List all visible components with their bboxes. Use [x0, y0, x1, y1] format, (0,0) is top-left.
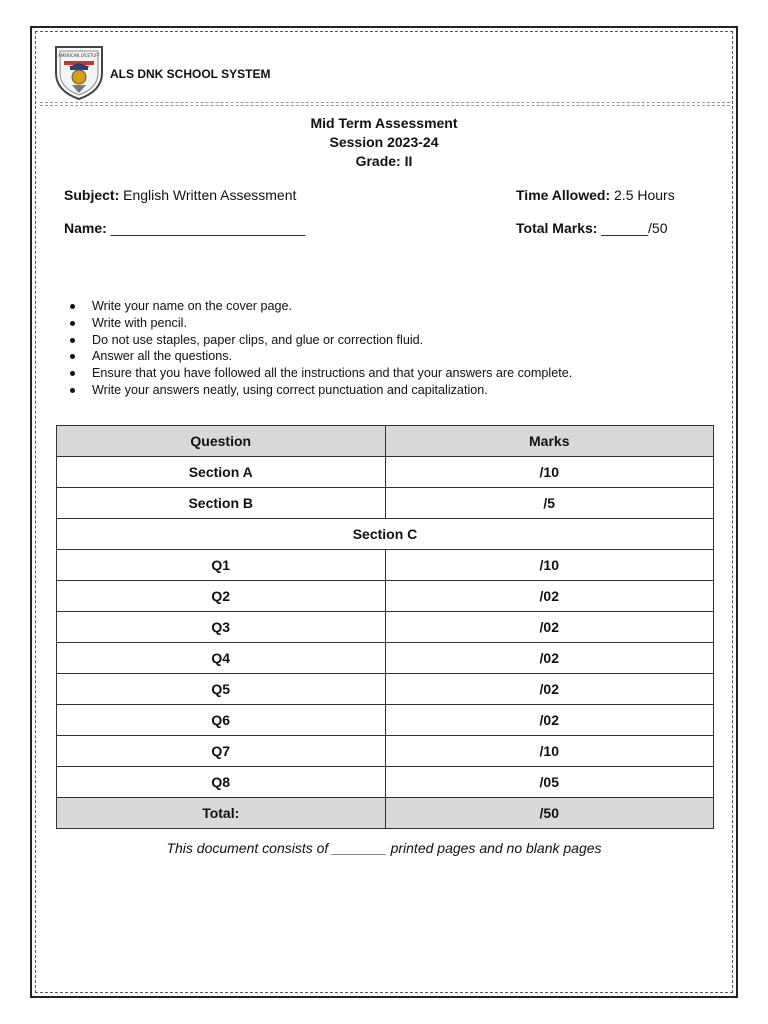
title-line-3: Grade: II — [355, 153, 413, 169]
instruction-item: Answer all the questions. — [64, 348, 572, 365]
question-cell: Q5 — [57, 674, 386, 705]
question-cell: Q4 — [57, 643, 386, 674]
table-row — [57, 736, 714, 767]
marks-cell: /02 — [385, 581, 714, 612]
marks-table — [56, 425, 714, 829]
question-cell: Q8 — [57, 767, 386, 798]
time-value: 2.5 Hours — [610, 187, 675, 203]
table-row — [57, 612, 714, 643]
total-row — [57, 798, 714, 829]
header-divider — [40, 102, 730, 106]
marks-cell: /5 — [385, 488, 714, 519]
time-info — [516, 187, 675, 203]
table-row — [57, 488, 714, 519]
marks-cell: /10 — [385, 736, 714, 767]
question-cell: Q6 — [57, 705, 386, 736]
subject-value: English Written Assessment — [119, 187, 297, 203]
instruction-item: Ensure that you have followed all the instructions and that your answers are complete. — [64, 365, 572, 382]
column-header-question: Question — [57, 426, 386, 457]
section-c-row — [57, 519, 714, 550]
table-row — [57, 643, 714, 674]
instruction-item: Write your answers neatly, using correct punctuation and capitalization. — [64, 382, 572, 399]
name-field: _________________________ — [106, 220, 306, 236]
logo-text: AMERICAN LYCETUFF — [58, 53, 100, 58]
total-value: /50 — [385, 798, 714, 829]
marks-cell: /02 — [385, 612, 714, 643]
instruction-item: Write with pencil. — [64, 315, 572, 332]
total-label: Total: — [57, 798, 386, 829]
section-c-heading: Section C — [57, 519, 714, 550]
time-label: Time Allowed: — [516, 187, 611, 203]
question-cell: Section A — [57, 457, 386, 488]
table-row — [57, 674, 714, 705]
title-line-1: Mid Term Assessment — [310, 115, 458, 131]
question-cell: Section B — [57, 488, 386, 519]
assessment-titles — [0, 114, 768, 171]
table-row — [57, 705, 714, 736]
name-info — [64, 220, 305, 236]
table-row — [57, 457, 714, 488]
question-cell: Q3 — [57, 612, 386, 643]
question-cell: Q1 — [57, 550, 386, 581]
instructions-list — [64, 298, 572, 399]
marks-cell: /05 — [385, 767, 714, 798]
name-label: Name: — [64, 220, 107, 236]
table-row — [57, 767, 714, 798]
total-marks-info — [516, 220, 668, 236]
column-header-marks: Marks — [385, 426, 714, 457]
question-cell: Q7 — [57, 736, 386, 767]
school-name: ALS DNK SCHOOL SYSTEM — [110, 67, 271, 81]
title-line-2: Session 2023-24 — [329, 134, 439, 150]
marks-cell: /10 — [385, 457, 714, 488]
total-marks-label: Total Marks: — [516, 220, 598, 236]
question-cell: Q2 — [57, 581, 386, 612]
marks-cell: /02 — [385, 705, 714, 736]
table-header-row — [57, 426, 714, 457]
table-row — [57, 550, 714, 581]
school-logo — [52, 43, 106, 101]
subject-info — [64, 187, 296, 203]
total-marks-field: ______/50 — [597, 220, 668, 236]
marks-cell: /02 — [385, 643, 714, 674]
table-row — [57, 581, 714, 612]
subject-label: Subject: — [64, 187, 120, 203]
instruction-item: Do not use staples, paper clips, and glue or correction fluid. — [64, 332, 572, 349]
pages-note: This document consists of _______ printed pages and no blank pages — [166, 840, 602, 856]
instruction-item: Write your name on the cover page. — [64, 298, 572, 315]
marks-cell: /10 — [385, 550, 714, 581]
marks-cell: /02 — [385, 674, 714, 705]
